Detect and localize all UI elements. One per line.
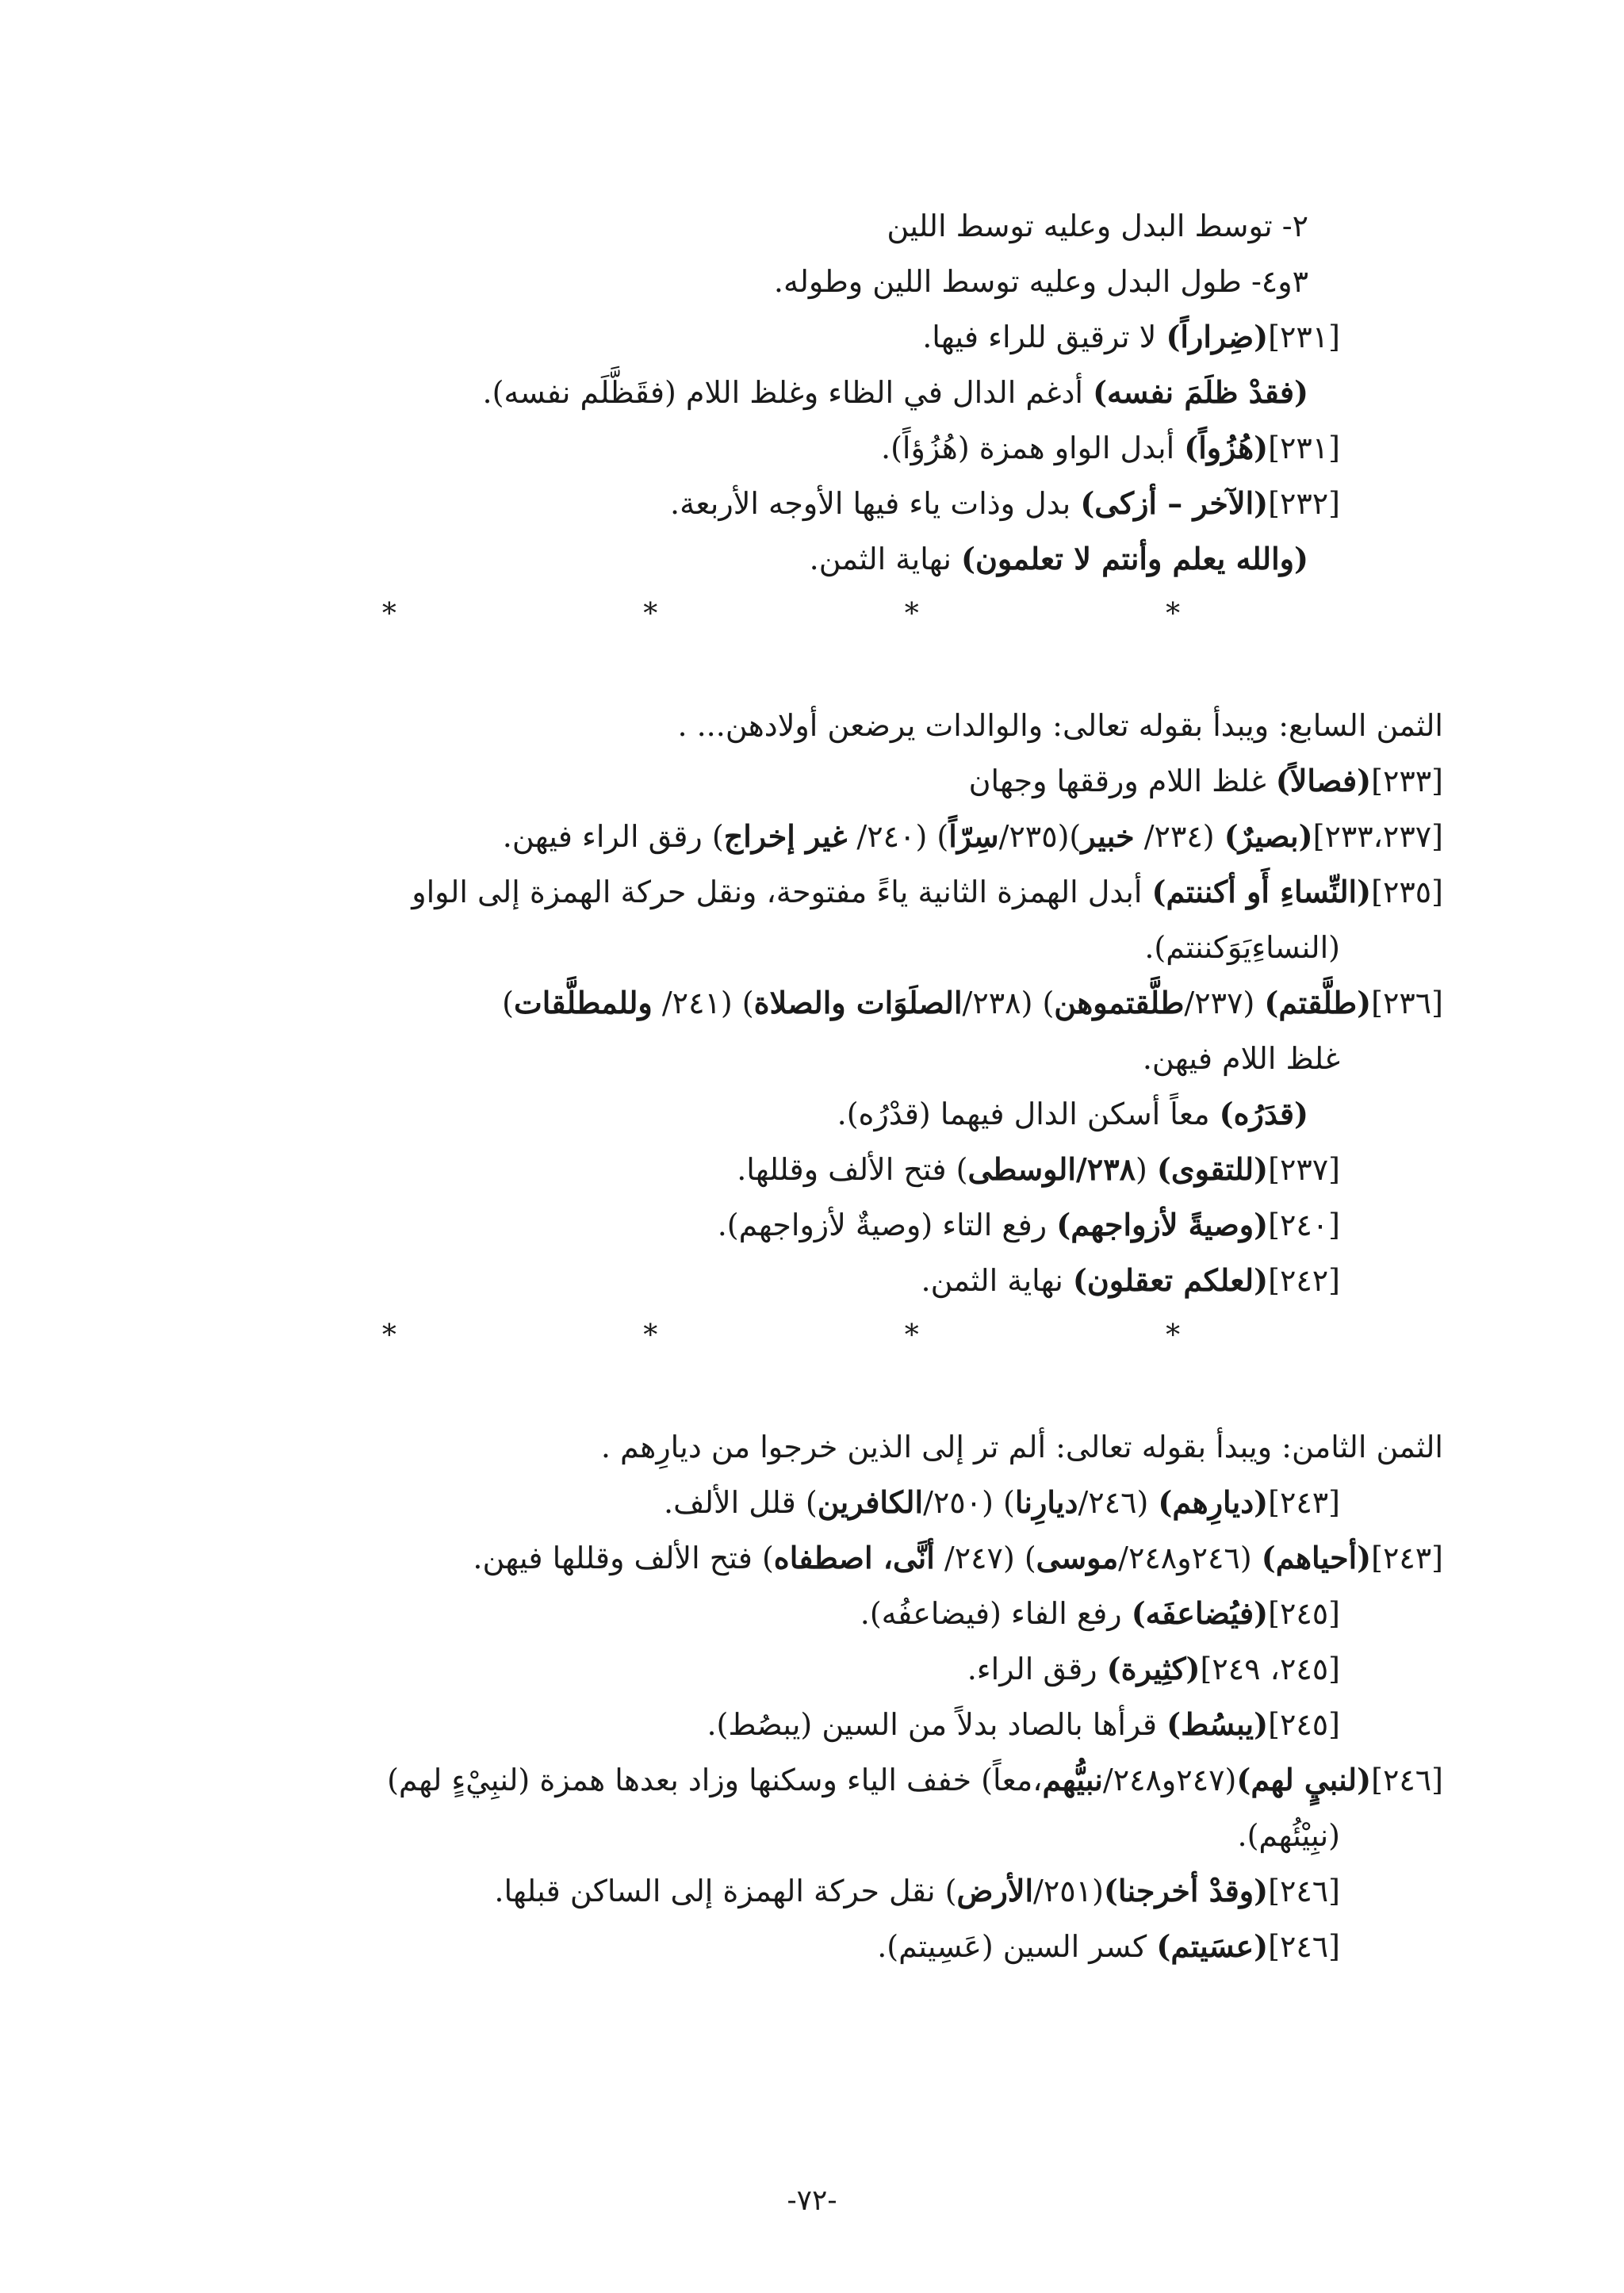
verse-ref: [٢٤٥] xyxy=(1268,1596,1340,1631)
entry-line: [٢٤٠](وصيةً لأزواجهم) رفع التاء (وصيةٌ لأزواجهم). xyxy=(717,1207,1340,1242)
verse-ref: [٢٤٢] xyxy=(1268,1263,1340,1298)
entry-line: [٢٤٣](أحياهم) (٢٤٦و٢٤٨/موسى) (٢٤٧/ أنَّى، اصطفاه) فتح الألف وقللها فيهن. xyxy=(473,1540,1443,1575)
entry-continuation: (نبِيْئُهم). xyxy=(1237,1818,1340,1853)
entry-line: [٢٣٧](للتقوى) (٢٣٨/الوسطى) فتح الألف وقللها. xyxy=(737,1151,1340,1187)
entry-line: [٢٣٦](طلَّقتم) (٢٣٧/طلَّقتموهن) (٢٣٨/الصلَوَات والصلاة) (٢٤١/ وللمطلَّقات) xyxy=(502,985,1443,1020)
entry-line: [٢٣١](هُزُواً) أبدل الواو همزة (هُزُؤاً). xyxy=(881,430,1340,465)
quranic-word: (ضِراراً) xyxy=(1166,319,1269,354)
verse-ref: [٢٤٠] xyxy=(1268,1208,1340,1242)
verse-ref: [٢٣٣] xyxy=(1371,764,1443,798)
verse-ref: [٢٤٦] xyxy=(1268,1929,1340,1964)
verse-ref: [٢٤٦] xyxy=(1268,1874,1340,1908)
verse-ref: [٢٤٣] xyxy=(1371,1541,1443,1575)
verse-ref: [٢٤٥] xyxy=(1268,1707,1340,1742)
section-heading: الثمن الثامن: ويبدأ بقوله تعالى: ألم تر إلى الذين خرجوا من ديارِهم . xyxy=(600,1430,1443,1464)
quranic-word: (والله يعلم وأنتم لا تعلمون) xyxy=(960,541,1308,576)
verse-ref: [٢٣٧] xyxy=(1268,1152,1340,1187)
entry-continuation: (النساءِيَوَكننتم). xyxy=(1144,930,1340,965)
document-page xyxy=(238,198,1443,1974)
verse-ref: [٢٣٥] xyxy=(1371,875,1443,909)
entry-line: (والله يعلم وأنتم لا تعلمون) نهاية الثمن. xyxy=(809,541,1308,576)
entry-line: [٢٣٢](الآخر – أزكى) بدل وذات ياء فيها الأوجه الأربعة. xyxy=(669,485,1340,521)
entry-line: [٢٤٥](يبسُط) قرأها بالصاد بدلاً من السين (يبصُط). xyxy=(707,1706,1340,1742)
quranic-word: (فقدْ ظلَمَ نفسه) xyxy=(1093,374,1308,410)
quranic-word: (هُزُواً) xyxy=(1184,430,1269,465)
verse-ref: [٢٤٥، ٢٤٩] xyxy=(1200,1652,1340,1686)
entry-line: (قدَرُه) معاً أسكن الدال فيهما (قدْرُه). xyxy=(837,1096,1308,1131)
verse-ref: [٢٣١] xyxy=(1268,320,1340,354)
verse-ref: [٢٤٣] xyxy=(1268,1485,1340,1520)
entry-line: (فقدْ ظلَمَ نفسه) أدغم الدال في الظاء وغلظ اللام (فقَظَّلَم نفسه). xyxy=(482,374,1308,410)
entry-line: [٢٤٦](عسَيتم) كسر السين (عَسِيتم). xyxy=(877,1928,1340,1964)
entry-line: [٢٤٥](فيُضاعفَه) رفع الفاء (فيضاعفُه). xyxy=(860,1595,1340,1631)
section-separator: * * * * xyxy=(381,1319,1300,1352)
entry-line: [٢٣٣،٢٣٧](بصيرٌ) (٢٣٤/ خبير)(٢٣٥/سِرّاً) (٢٤٠/ غير إخراج) رقق الراء فيهن. xyxy=(502,818,1443,854)
page-number: -٧٢- xyxy=(787,2184,837,2217)
entry-line: [٢٤٦](لنبيٍ لهم)(٢٤٧و٢٤٨/نبيُّهم،معاً) خفف الياء وسكنها وزاد بعدها همزة (لنبِيْءٍ لهم) xyxy=(387,1762,1443,1797)
intro-line-2: ٣و٤- طول البدل وعليه توسط اللين وطوله. xyxy=(773,264,1308,299)
verse-ref: [٢٣٣،٢٣٧] xyxy=(1312,819,1443,854)
entry-continuation: غلظ اللام فيهن. xyxy=(1142,1041,1340,1076)
entry-line: [٢٤٦](وقدْ أخرجنا)(٢٥١/الأرض) نقل حركة الهمزة إلى الساكن قبلها. xyxy=(494,1873,1340,1908)
entry-line: [٢٤٢](لعلكم تعقلون) نهاية الثمن. xyxy=(921,1262,1340,1298)
quranic-word: (الآخر – أزكى) xyxy=(1080,485,1269,521)
intro-line-1: ٢- توسط البدل وعليه توسط اللين xyxy=(887,209,1308,243)
entry-line: [٢٤٣](ديارِهم) (٢٤٦/ديارِنا) (٢٥٠/الكافرين) قلل الألف. xyxy=(663,1484,1340,1520)
verse-ref: [٢٣٦] xyxy=(1371,986,1443,1020)
section-heading: الثمن السابع: ويبدأ بقوله تعالى: والوالدات يرضعن أولادهن... . xyxy=(677,708,1443,743)
verse-ref: [٢٣٢] xyxy=(1268,486,1340,521)
entry-line: [٢٤٥، ٢٤٩](كثِيرة) رقق الراء. xyxy=(967,1651,1340,1686)
verse-ref: [٢٤٦] xyxy=(1371,1763,1443,1797)
entry-line: [٢٣٥](النِّساءِ أَو أكننتم) أبدل الهمزة الثانية ياءً مفتوحة، ونقل حركة الهمزة إلى الواو xyxy=(412,874,1443,909)
entry-line: [٢٣١](ضِراراً) لا ترقيق للراء فيها. xyxy=(922,319,1340,354)
entry-line: [٢٣٣](فصالاً) غلظ اللام ورققها وجهان xyxy=(968,763,1443,798)
verse-ref: [٢٣١] xyxy=(1268,431,1340,465)
section-separator: * * * * xyxy=(381,598,1300,630)
